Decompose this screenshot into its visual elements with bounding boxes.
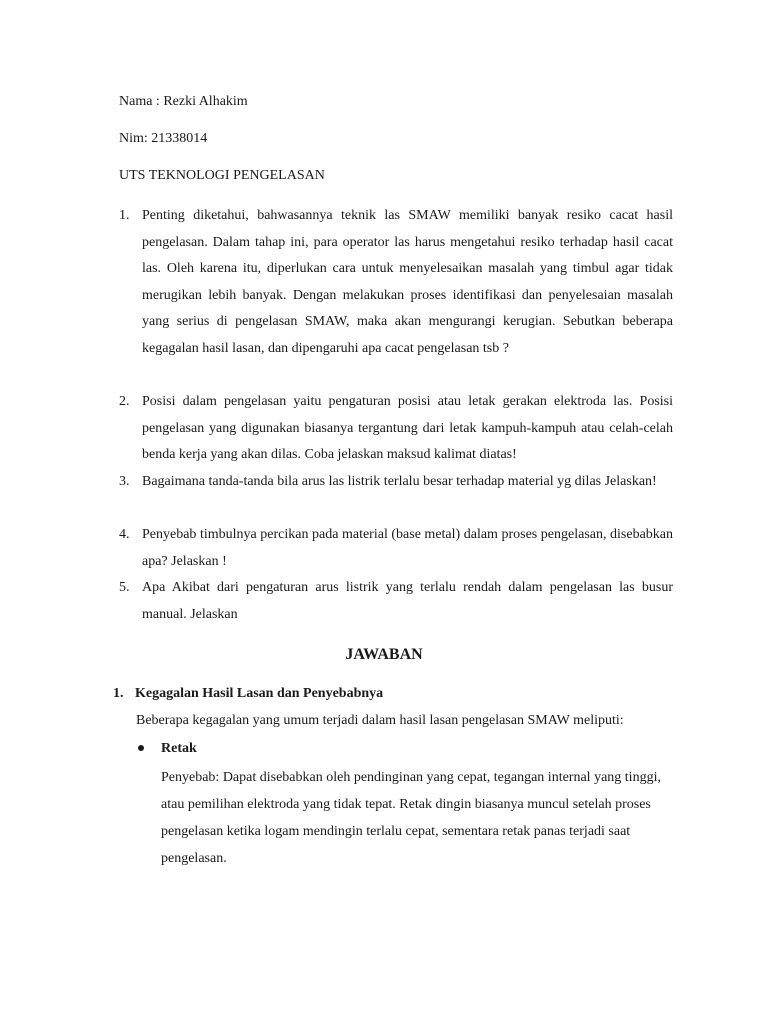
question-text: Posisi dalam pengelasan yaitu pengaturan posisi atau letak gerakan elektroda las. Posisi pengelasan yang digunakan biasanya tergantung dari letak kampuh-kampuh atau celah-celah benda kerja yang akan dilas. Coba jelaskan maksud kalimat diatas! [142, 394, 673, 462]
question-item [119, 522, 673, 575]
exam-title: UTS TEKNOLOGI PENGELASAN [119, 168, 325, 183]
student-nim: Nim: 21338014 [119, 131, 208, 146]
question-item [119, 203, 673, 389]
question-text: Penting diketahui, bahwasannya teknik las SMAW memiliki banyak resiko cacat hasil pengelasan. Dalam tahap ini, para operator las harus mengetahui resiko terhadap hasil cacat las. Oleh karena itu, diperlukan cara untuk menyelesaikan masalah yang timbul agar tidak merugikan lebih banyak. Dengan melakukan proses identifikasi dan penyelesaian masalah yang serius di pengelasan SMAW, maka akan mengurangi kerugian. Sebutkan beberapa kegagalan hasil lasan, dan dipengaruhi apa cacat pengelasan tsb ? [142, 208, 673, 356]
question-item [119, 575, 673, 628]
answer-heading: JAWABAN [345, 646, 423, 663]
question-list [119, 203, 673, 628]
bullet-icon [138, 745, 144, 751]
answer-section-number: 1. [113, 686, 124, 701]
question-number: 2. [119, 394, 130, 409]
answer-section-title-text: Kegagalan Hasil Lasan dan Penyebabnya [135, 686, 384, 701]
answer-section-title [113, 684, 383, 704]
student-name: Nama : Rezki Alhakim [119, 94, 248, 109]
question-text: Bagaimana tanda-tanda bila arus las listrik terlalu besar terhadap material yg dilas Jelaskan! [142, 474, 657, 489]
question-number: 3. [119, 474, 130, 489]
bullet-text: Penyebab: Dapat disebabkan oleh pendinginan yang cepat, tegangan internal yang tinggi, atau pemilihan elektroda yang tidak tepat. Retak dingin biasanya muncul setelah proses pengelasan ketika logam mendingin terlalu cepat, sementara retak panas terjadi saat pengelasan. [161, 770, 661, 866]
answer-intro: Beberapa kegagalan yang umum terjadi dalam hasil lasan pengelasan SMAW meliputi: [136, 713, 624, 728]
question-text: Apa Akibat dari pengaturan arus listrik yang terlalu rendah dalam pengelasan las busur manual. Jelaskan [142, 580, 673, 622]
question-number: 1. [119, 208, 130, 223]
question-item [119, 469, 673, 522]
question-number: 4. [119, 527, 130, 542]
question-item [119, 389, 673, 469]
question-text: Penyebab timbulnya percikan pada material (base metal) dalam proses pengelasan, disebabkan apa? Jelaskan ! [142, 527, 673, 569]
question-number: 5. [119, 580, 130, 595]
bullet-title: Retak [161, 741, 197, 756]
